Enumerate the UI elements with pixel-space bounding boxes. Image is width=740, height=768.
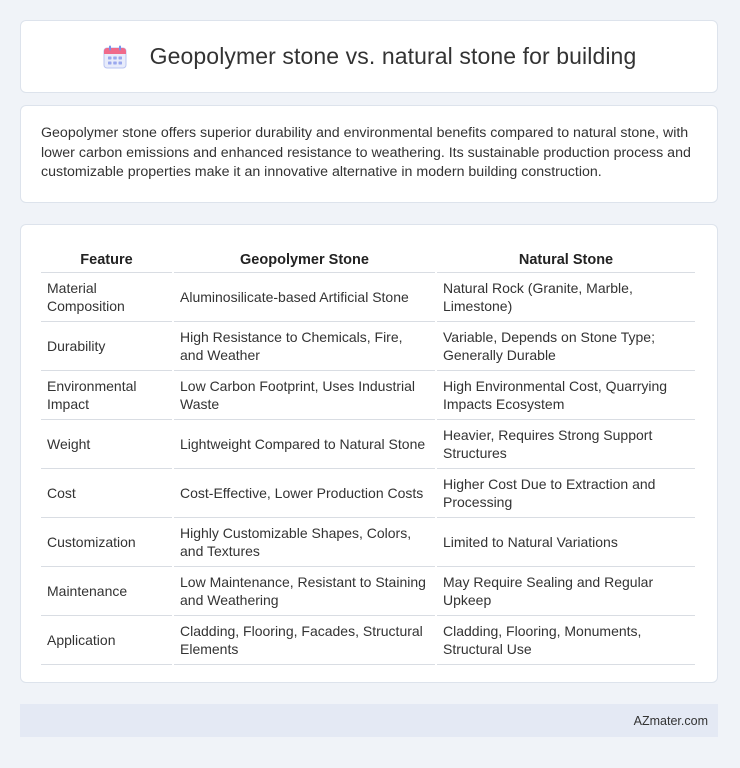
table-row: [41, 469, 695, 518]
geopolymer-cell: High Resistance to Chemicals, Fire, and Weather: [174, 322, 435, 371]
footer-bar: [20, 704, 718, 737]
page-title: Geopolymer stone vs. natural stone for building: [149, 43, 637, 69]
table-row: [41, 518, 695, 567]
feature-cell: Maintenance: [41, 567, 172, 616]
header-feature: Feature: [41, 243, 172, 273]
feature-cell: Durability: [41, 322, 172, 371]
feature-cell: Cost: [41, 469, 172, 518]
feature-cell: Environmental Impact: [41, 371, 172, 420]
table-row: [41, 567, 695, 616]
title-card: [20, 20, 718, 93]
geopolymer-cell: Lightweight Compared to Natural Stone: [174, 420, 435, 469]
comparison-table-card: [20, 224, 718, 683]
geopolymer-cell: Cladding, Flooring, Facades, Structural Elements: [174, 616, 435, 665]
summary-card: [20, 105, 718, 203]
summary-text: Geopolymer stone offers superior durability and environmental benefits compared to natural stone, with lower carbon emissions and enhanced resistance to weathering. Its sustainable production process and customizable properties make it an innovative alternative in modern building construction.: [41, 125, 691, 180]
table-row: [41, 273, 695, 322]
table-row: [41, 371, 695, 420]
geopolymer-cell: Highly Customizable Shapes, Colors, and Textures: [174, 518, 435, 567]
feature-cell: Customization: [41, 518, 172, 567]
header-geopolymer-stone: Geopolymer Stone: [174, 243, 435, 273]
natural-cell: High Environmental Cost, Quarrying Impacts Ecosystem: [437, 371, 695, 420]
table-row: [41, 616, 695, 665]
natural-cell: Limited to Natural Variations: [437, 518, 695, 567]
natural-cell: Heavier, Requires Strong Support Structures: [437, 420, 695, 469]
table-header-row: [41, 243, 695, 273]
table-row: [41, 322, 695, 371]
calendar-icon: [102, 44, 128, 70]
natural-cell: Cladding, Flooring, Monuments, Structural Use: [437, 616, 695, 665]
geopolymer-cell: Aluminosilicate-based Artificial Stone: [174, 273, 435, 322]
header-natural-stone: Natural Stone: [437, 243, 695, 273]
natural-cell: Natural Rock (Granite, Marble, Limestone): [437, 273, 695, 322]
footer-brand: AZmater.com: [633, 713, 708, 728]
geopolymer-cell: Low Maintenance, Resistant to Staining and Weathering: [174, 567, 435, 616]
geopolymer-cell: Cost-Effective, Lower Production Costs: [174, 469, 435, 518]
natural-cell: Higher Cost Due to Extraction and Processing: [437, 469, 695, 518]
feature-cell: Weight: [41, 420, 172, 469]
natural-cell: May Require Sealing and Regular Upkeep: [437, 567, 695, 616]
geopolymer-cell: Low Carbon Footprint, Uses Industrial Waste: [174, 371, 435, 420]
feature-cell: Application: [41, 616, 172, 665]
natural-cell: Variable, Depends on Stone Type; Generally Durable: [437, 322, 695, 371]
comparison-table: [39, 243, 697, 665]
table-row: [41, 420, 695, 469]
feature-cell: Material Composition: [41, 273, 172, 322]
